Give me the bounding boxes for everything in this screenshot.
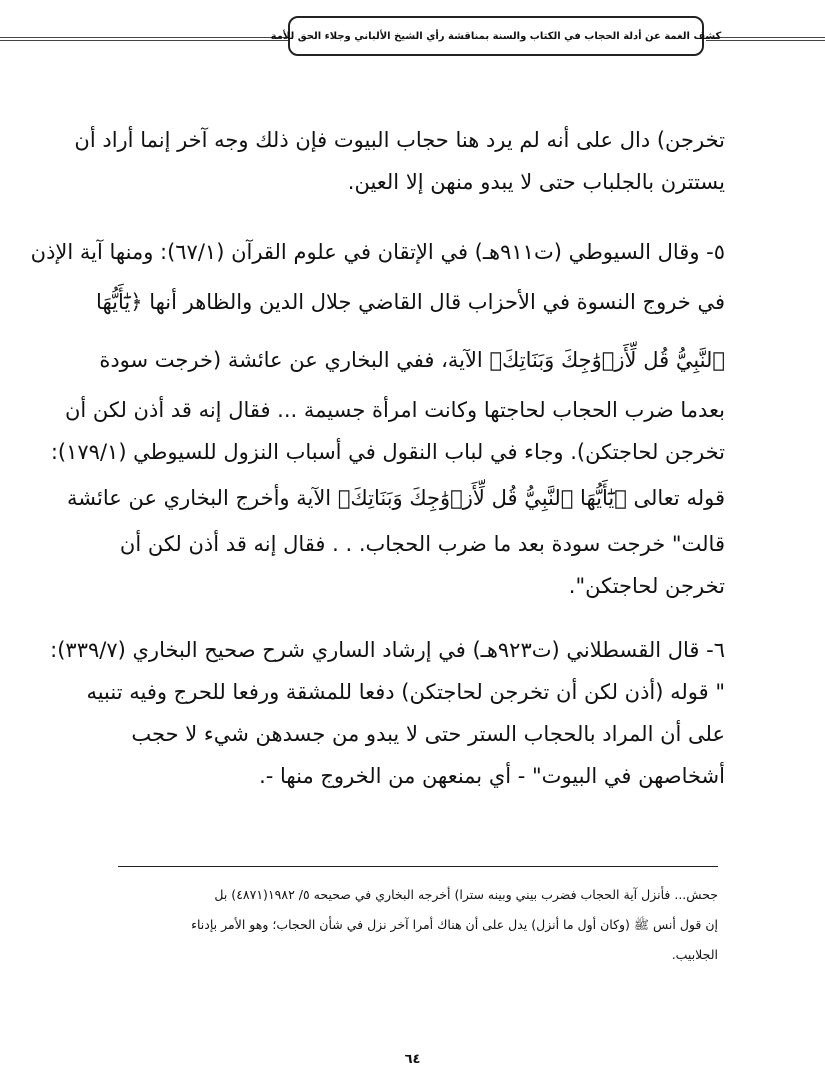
text-line: أشخاصهن في البيوت" - أي بمنعهن من الخروج منها -. (259, 764, 725, 789)
header-rule-left (0, 37, 290, 41)
text-line: تخرجن لحاجتكن). وجاء في لباب النقول في أسباب النزول للسيوطي (١٧٩/١): (50, 440, 725, 465)
text-line: تخرجن لحاجتكن". (568, 574, 725, 599)
header-rule-right (706, 37, 825, 41)
text-line: على أن المراد بالحجاب الستر حتى لا يبدو من جسدهن شيء لا حجب (131, 722, 725, 747)
paragraph-gap (98, 608, 725, 630)
footnote-line: جحش... فأنزل آية الحجاب فضرب بيني وبينه سترا) أخرجه البخاري في صحيحه ٥/ ١٩٨٢(٤٨٧١) بل (214, 886, 718, 902)
text-line: ٦- قال القسطلاني (ت٩٢٣هـ) في إرشاد الساري شرح صحيح البخاري (٣٣٩/٧): (50, 638, 725, 663)
page-number: ٦٤ (404, 1052, 421, 1067)
text-line: " قوله (أذن لكن أن تخرجن لحاجتكن) دفعا للمشقة ورفعا للحرج وفيه تنبيه (86, 680, 725, 705)
footnote-separator (118, 866, 718, 867)
text-line: ٱلنَّبِيُّ قُل لِّأَزۡوَٰجِكَ وَبَنَاتِكَ﴾ الآية، ففي البخاري عن عائشة (خرجت سودة (99, 348, 725, 373)
text-line: ٥- وقال السيوطي (ت٩١١هـ) في الإتقان في علوم القرآن (٦٧/١): ومنها آية الإذن (30, 240, 725, 265)
footnote-line: الجلابيب. (671, 946, 718, 962)
text-line: قالت" خرجت سودة بعد ما ضرب الحجاب. . . فقال إنه قد أذن لكن أن (119, 532, 725, 557)
footnotes (118, 880, 718, 970)
text-line: تخرجن) دال على أنه لم يرد هنا حجاب البيوت فإن ذلك وجه آخر إنما أراد أن (74, 128, 725, 153)
paragraph-gap (98, 204, 725, 232)
text-line: بعدما ضرب الحجاب لحاجتها وكانت امرأة جسيمة ... فقال إنه قد أذن لكن أن (64, 398, 725, 423)
footnote-line: إن قول أنس ﷺ (وكان أول ما أنزل) يدل على أن هناك أمرا آخر نزل في شأن الحجاب؛ وهو الأمر بإدناء (191, 916, 718, 932)
running-header (270, 16, 722, 56)
text-line: قوله تعالى ﴿يَٰٓأَيُّهَا ٱلنَّبِيُّ قُل لِّأَزۡوَٰجِكَ وَبَنَاتِكَ﴾ الآية وأخرج البخاري عن عائشة (67, 486, 725, 511)
main-text (30, 120, 725, 798)
text-line: يستترن بالجلباب حتى لا يبدو منهن إلا العين. (347, 170, 725, 195)
running-header-title: كشف الغمة عن أدلة الحجاب في الكتاب والسنة بمناقشة رأي الشيخ الألباني وجلاء الحق للأمة (270, 30, 722, 42)
text-line: في خروج النسوة في الأحزاب قال القاضي جلال الدين والظاهر أنها ﴿يَٰٓأَيُّهَا (96, 290, 725, 315)
